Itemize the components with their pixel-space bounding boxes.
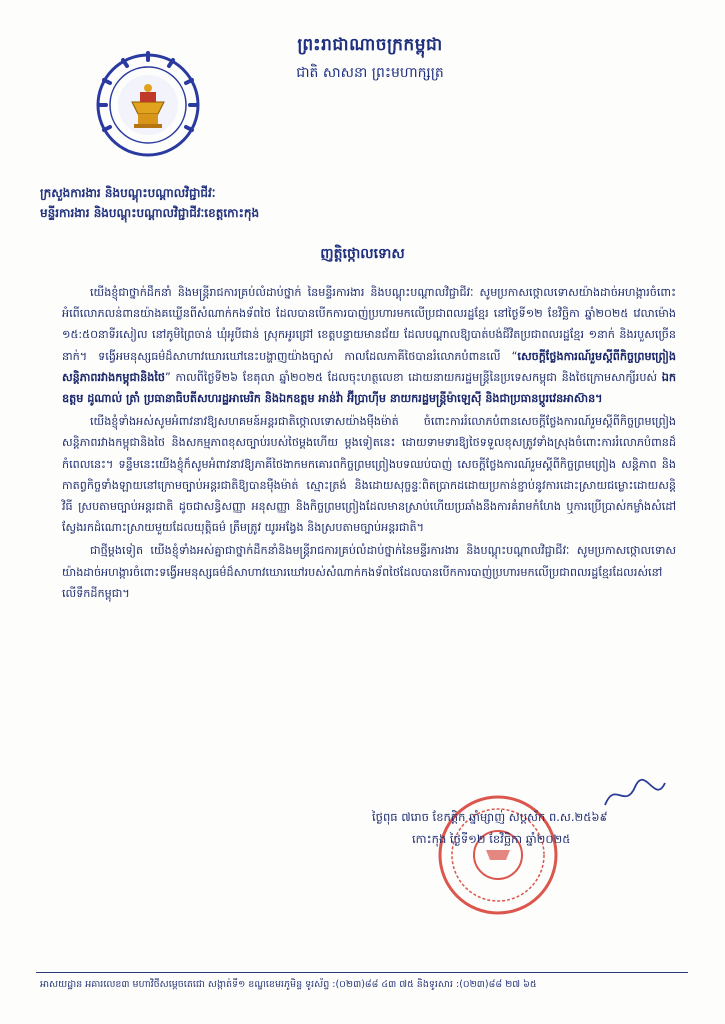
kingdom-header [250,34,490,84]
department-name: មន្ទីរការងារ និងបណ្តុះបណ្តាលវិជ្ជាជីវៈខេត្តកោះកុង [40,206,260,220]
document-body [62,282,676,606]
ministry-name: ក្រសួងការងារ និងបណ្តុះបណ្តាលវិជ្ជាជីវៈ [40,186,216,200]
lunar-date: ថ្ងៃពុធ ៧រោច ខែកត្តិក ឆ្នាំម្សាញ់ សប្តស័ក ព.ស.២៥៦៩ [372,810,608,824]
paragraph-1: យើងខ្ញុំជាថ្នាក់ដឹកនាំ និងមន្ត្រីរាជការគ្រប់លំដាប់ថ្នាក់ នៃមន្ទីរការងារ និងបណ្តុះបណ្តាលវិជ្ជាជីវៈ សូមប្រកាសថ្កោលទោសយ៉ាងដាច់អហង្ការចំពោះអំពើលោភលន់ពានយ៉ាងគឃ្លើនពីសំណាក់កងទ័ពថៃ ដែលបានបើកការបាញ់ប្រហារមកលើប្រជាពលរដ្ឋខ្មែរ នៅថ្ងៃទី១២ ខែវិច្ឆិកា ឆ្នាំ២០២៥ វេលាម៉ោង ១៥:៥០នាទីរសៀល នៅភូមិព្រៃចាន់ ឃុំអូបីជាន់ ស្រុកអូរជ្រៅ ខេត្តបន្ទាយមានជ័យ ដែលបណ្តាលឱ្យបាត់បង់ជីវិតប្រជាពលរដ្ឋខ្មែរ ១នាក់ និងរបួសច្រើននាក់។ ទង្វើអមនុស្សធម៌ដ៏សាហាវឃោរឃៅនេះបង្ហាញយ៉ាងច្បាស់ កាលដែលភាគីថៃបានរំលោភបំពានលើ “សេចក្តីថ្លែងការណ៍រួមស្តីពីកិច្ចព្រមព្រៀងសន្តិភាពរវាងកម្ពុជានិងថៃ” កាលពីថ្ងៃទី២៦ ខែតុលា ឆ្នាំ២០២៥ ដែលចុះហត្ថលេខា ដោយនាយករដ្ឋមន្ត្រីនៃប្រទេសកម្ពុជា និងថៃក្រោមសាក្សីរបស់ ឯកឧត្តម ដូណាល់ ត្រាំ ប្រធានាធិបតីសហរដ្ឋអាមេរិក និងឯកឧត្តម អាន់វ៉ា អ៊ីប្រាហ៊ីម នាយករដ្ឋមន្ត្រីម៉ាឡេស៊ី និងជាប្រធានប្តូរវេនអាស៊ាន។ [62,286,676,406]
solar-date: កោះកុង ថ្ងៃទី១២ ខែវិច្ឆិកា ឆ្នាំ២០២៥ [412,832,571,846]
bold-phrase-2: ឯកឧត្តម ដូណាល់ ត្រាំ ប្រធានាធិបតីសហរដ្ឋអាមេរិក និងឯកឧត្តម អាន់វ៉ា អ៊ីប្រាហ៊ីម នាយករដ្ឋមន្ត្រីម៉ាឡេស៊ី និងជាប្រធានប្តូរវេនអាស៊ាន។ [62,370,676,406]
paragraph-3: ជាថ្មីម្តងទៀត យើងខ្ញុំទាំងអស់គ្នាជាថ្នាក់ដឹកនាំនិងមន្ត្រីរាជការគ្រប់លំដាប់ថ្នាក់នៃមន្ទីរការងារ និងបណ្តុះបណ្តាលវិជ្ជាជីវៈ សូមប្រកាសថ្កោលទោសយ៉ាងដាច់អហង្ការចំពោះទង្វើអមនុស្សធម៌ដ៏សាហាវឃោរឃៅរបស់សំណាក់កងទ័ពថៃដែលបានបើកការបាញ់ប្រហារមកលើប្រជាពលរដ្ឋខ្មែរដែលរស់នៅលើទឹកដីកម្ពុជា។ [62,544,676,600]
date-block [372,806,672,850]
footer-address: អាសយដ្ឋាន អគារលេខ៣ មហាវិថីសម្តេចតេជោ សង្កាត់ទី១ ខណ្ឌខេមរភូមិន្ទ ទូរស័ព្ទ :(០២៣)៨៨ ៤៣ ៧៥ និងទូរសារ :(០២៣)៨៨ ២៧ ៦៥ [40,979,537,990]
ministry-logo-icon [88,50,208,160]
paragraph-2: យើងខ្ញុំទាំងអស់សូមអំពាវនាវឱ្យសហគមន៍អន្តរជាតិថ្កោលទោសយ៉ាងម៉ឺងម៉ាត់ ចំពោះការរំលោភបំពានសេចក្តីថ្លែងការណ៍រួមស្តីពីកិច្ចព្រមព្រៀងសន្តិភាពរវាងកម្ពុជានិងថៃ និងសកម្មភាពខុសច្បាប់របស់ថៃម្តងហើយ ម្តងទៀតនេះ ដោយទាមទារឱ្យថៃទទួលខុសត្រូវទាំងស្រុងចំពោះការរំលោភបំពានដ៏កំពេលនេះ។ ទន្ទឹមនេះយើងខ្ញុំក៏សូមអំពាវនាវឱ្យភាគីថៃងាកមកគោរពកិច្ចព្រមព្រៀងបទឈប់បាញ់ សេចក្តីថ្លែងការណ៍រួមស្តីពីកិច្ចព្រមព្រៀង សន្តិភាព និងកាតព្វកិច្ចទាំងឡាយនៅក្រោមច្បាប់អន្តរជាតិឱ្យបានម៉ឺងម៉ាត់ ស្មោះត្រង់ និងដោយសុច្ចន្ទៈពិតប្រាកដដោយប្រកាន់ខ្ជាប់នូវការដោះស្រាយជម្លោះដោយសន្តិវិធី ស្របតាមច្បាប់អន្តរជាតិ ដូចជាសន្ធិសញ្ញា អនុសញ្ញា និងកិច្ចព្រមព្រៀងដែលមានស្រាប់ហើយប្រឆាំងនឹងការគំរាមកំហែង ឬការប្រើប្រាស់កម្លាំងសំដៅស្វែងរកដំណោះស្រាយមួយដែលយុត្តិធម៌ ត្រឹមត្រូវ យូរអង្វែង និងស្របតាមច្បាប់អន្តរជាតិ។ [62,415,676,535]
national-motto: ជាតិ សាសនា ព្រះមហាក្សត្រ [296,65,444,81]
kingdom-name: ព្រះរាជាណាចក្រកម្ពុជា [297,35,443,55]
footer-divider [36,972,688,973]
document-title: ញត្តិថ្កោលទោស [320,246,405,262]
bold-phrase-1: សេចក្តីថ្លែងការណ៍រួមស្តីពីកិច្ចព្រមព្រៀងសន្តិភាពរវាងកម្ពុជានិងថៃ [62,349,676,384]
ministry-block [40,183,440,223]
